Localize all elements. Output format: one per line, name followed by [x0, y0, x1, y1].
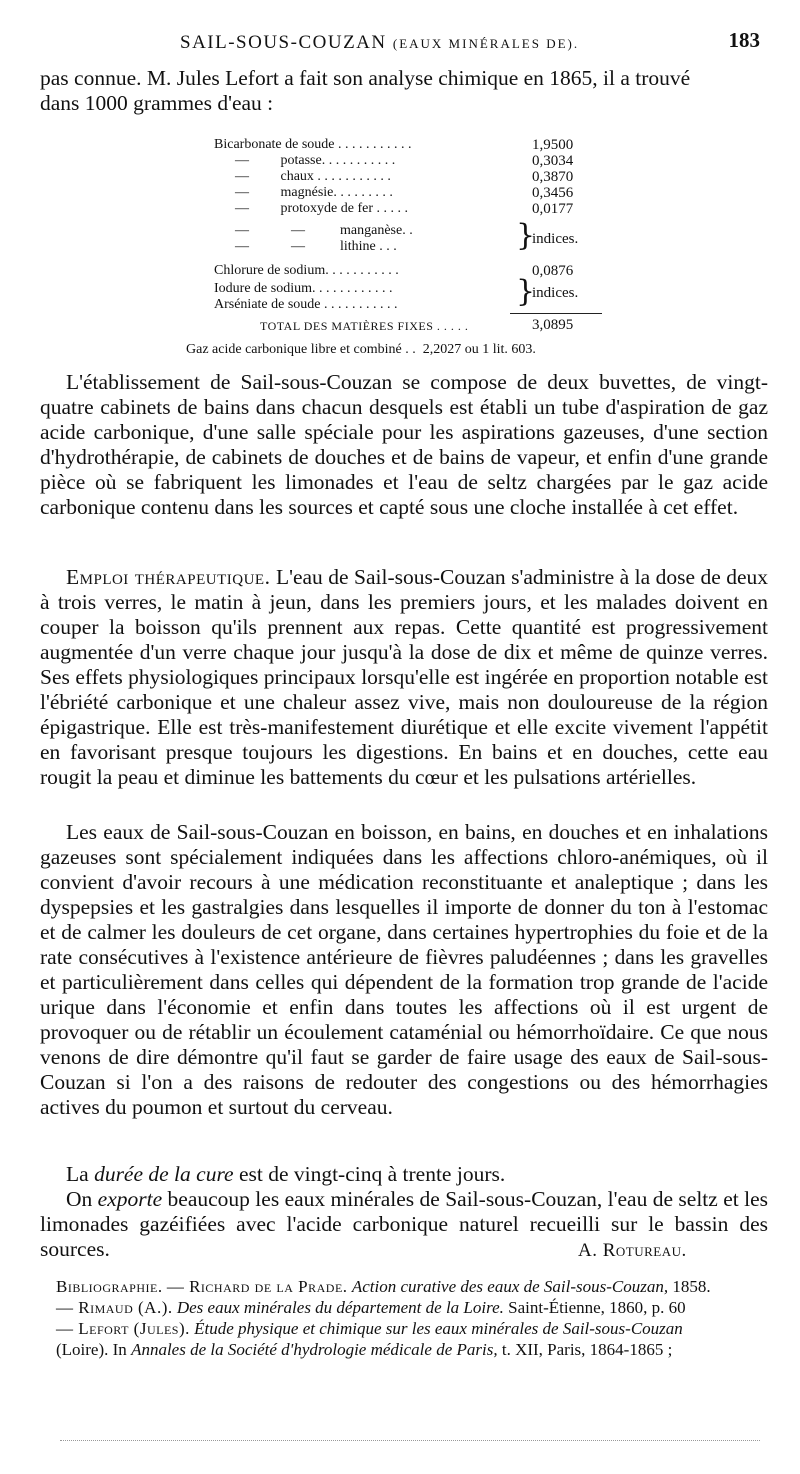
export-emphasis: exporte [97, 1187, 163, 1211]
brace-symbol: } [516, 218, 536, 253]
total-rule [510, 313, 602, 314]
intro-line-2: dans 1000 grammes d'eau : [40, 91, 274, 115]
analysis-row: — — manganèse. . [214, 223, 413, 238]
indices-value: indices. [532, 231, 579, 247]
author-signature: A. Rotureau. [578, 1240, 687, 1261]
emploi-text: L'eau de Sail-sous-Couzan s'administre à la dose de deux à trois verres, le matin à jeun, dans les premiers jours, et les malades doivent en couper la boisson qu'ils prennent aux repas. Cette quantité est progressivement augmentée d'un verre chaque jour jusqu'à la dose de dix et même de quinze verres. Ses effets physiologiques principaux lorsqu'elle est ingérée en proportion notable est l'ébriété carbonique et une chaleur assez vive, mais non douloureuse de la région épigastrique. Elle est très-manifestement diurétique et elle excite vivement l'appétit en favorisant presque toujours les digestions. En bains et en douches, cette eau rougit la peau et diminue les battements du cœur et les pulsations artérielles. [40, 565, 768, 789]
intro-paragraph [40, 66, 768, 116]
running-header [180, 28, 760, 60]
bibliography [56, 1276, 770, 1360]
paragraph-duree: La durée de la cure est de vingt-cinq à trente jours. [66, 1162, 506, 1186]
analysis-row: — — lithine . . . [214, 239, 397, 254]
bibliography-line: Bibliographie. — Richard de la Prade. Action curative des eaux de Sail-sous-Couzan, 1858. [56, 1277, 711, 1296]
analysis-row: Chlorure de sodium. . . . . . . . . . . 0,0876 [214, 263, 574, 279]
intro-line-1: pas connue. M. Jules Lefort a fait son analyse chimique en 1865, il a trouvé [40, 66, 691, 90]
total-label: TOTAL DES MATIÈRES FIXES . . . . . [260, 319, 469, 333]
paragraph-export: On exporte beaucoup les eaux minérales de Sail-sous-Couzan, l'eau de seltz et les limonades gazéifiées avec l'acide carbonique naturel recueilli sur le bassin des sources. [40, 1187, 768, 1261]
bibliography-label: Bibliographie. [56, 1277, 163, 1296]
emploi-label: Emploi thérapeutique. [66, 565, 271, 589]
brace-symbol: } [516, 274, 536, 309]
analysis-row: Arséniate de soude . . . . . . . . . . . [214, 297, 398, 312]
analysis-row: Iodure de sodium. . . . . . . . . . . . [214, 281, 393, 296]
header-title [180, 32, 579, 54]
paragraph-indications: Les eaux de Sail-sous-Couzan en boisson, en bains, en douches et en inhalations gazeuses sont spécialement indiquées dans les affections chloro-anémiques, où il convient d'avoir recours à une médication reconstituante et analeptique ; dans les dyspepsies et les gastralgies dans lesquelles il importe de donner du ton à l'estomac et de calmer les douleurs de cet organe, dans certaines hypertrophies du foie et de la rate consécutives à l'existence antérieure de fièvres paludéennes ; dans les gravelles et particulièrement dans celles qui dépendent de la formation trop grande de l'acide urique dans l'économie et enfin dans toutes les affections où il est urgent de provoquer ou de rétablir un écoulement cataménial ou hémorrhoïdaire. Ce que nous venons de dire démontre qu'il faut se garder de faire usage des eaux de Sail-sous-Couzan si l'on a des raisons de redouter des congestions ou des hémorrhagies actives du poumon et surtout du cerveau. [40, 820, 768, 1119]
paragraph-etablissement: L'établissement de Sail-sous-Couzan se compose de deux buvettes, de vingt-quatre cabinets de bains dans chacun desquels est établi un tube d'aspiration de gaz acide carbonique, d'une salle spéciale pour les aspirations gazeuses, d'une section d'hydrothérapie, de cabinets de douches et de bains de vapeur, et enfin d'une grande pièce où se fabriquent les limonades et l'eau de seltz chargées par le gaz acide carbonique contenu dans les sources et capté sous une cloche installée à cet effet. [40, 370, 768, 519]
gas-row: Gaz acide carbonique libre et combiné . . 2,2027 ou 1 lit. 603. [186, 342, 536, 357]
indices-value: indices. [532, 285, 579, 301]
analysis-row: Bicarbonate de soude . . . . . . . . . . . 1,9500 [214, 137, 574, 153]
duree-emphasis: durée de la cure [94, 1162, 234, 1186]
bibliography-line: (Loire). In Annales de la Société d'hydrologie médicale de Paris, t. XII, Paris, 1864-1865 ; [56, 1340, 673, 1359]
bibliography-line: — Lefort (Jules). Étude physique et chimique sur les eaux minérales de Sail-sous-Couzan [56, 1319, 683, 1338]
analysis-row: — potasse. . . . . . . . . . . 0,3034 [214, 153, 574, 169]
header-place: SAIL-SOUS-COUZAN [180, 32, 387, 53]
total-row [260, 319, 640, 334]
total-value: 3,0895 [532, 317, 574, 333]
analysis-row: — protoxyde de fer . . . . . 0,0177 [214, 201, 574, 217]
analysis-row: — chaux . . . . . . . . . . . 0,3870 [214, 169, 574, 185]
footer-divider [60, 1440, 760, 1443]
paragraph-emploi [40, 565, 768, 790]
header-subtitle: (EAUX MINÉRALES DE). [392, 36, 580, 51]
bibliography-line: — Rimaud (A.). Des eaux minérales du département de la Loire. Saint-Étienne, 1860, p. 60 [56, 1298, 686, 1317]
analysis-row: — magnésie. . . . . . . . . 0,3456 [214, 185, 574, 201]
page-number: 183 [728, 28, 760, 52]
